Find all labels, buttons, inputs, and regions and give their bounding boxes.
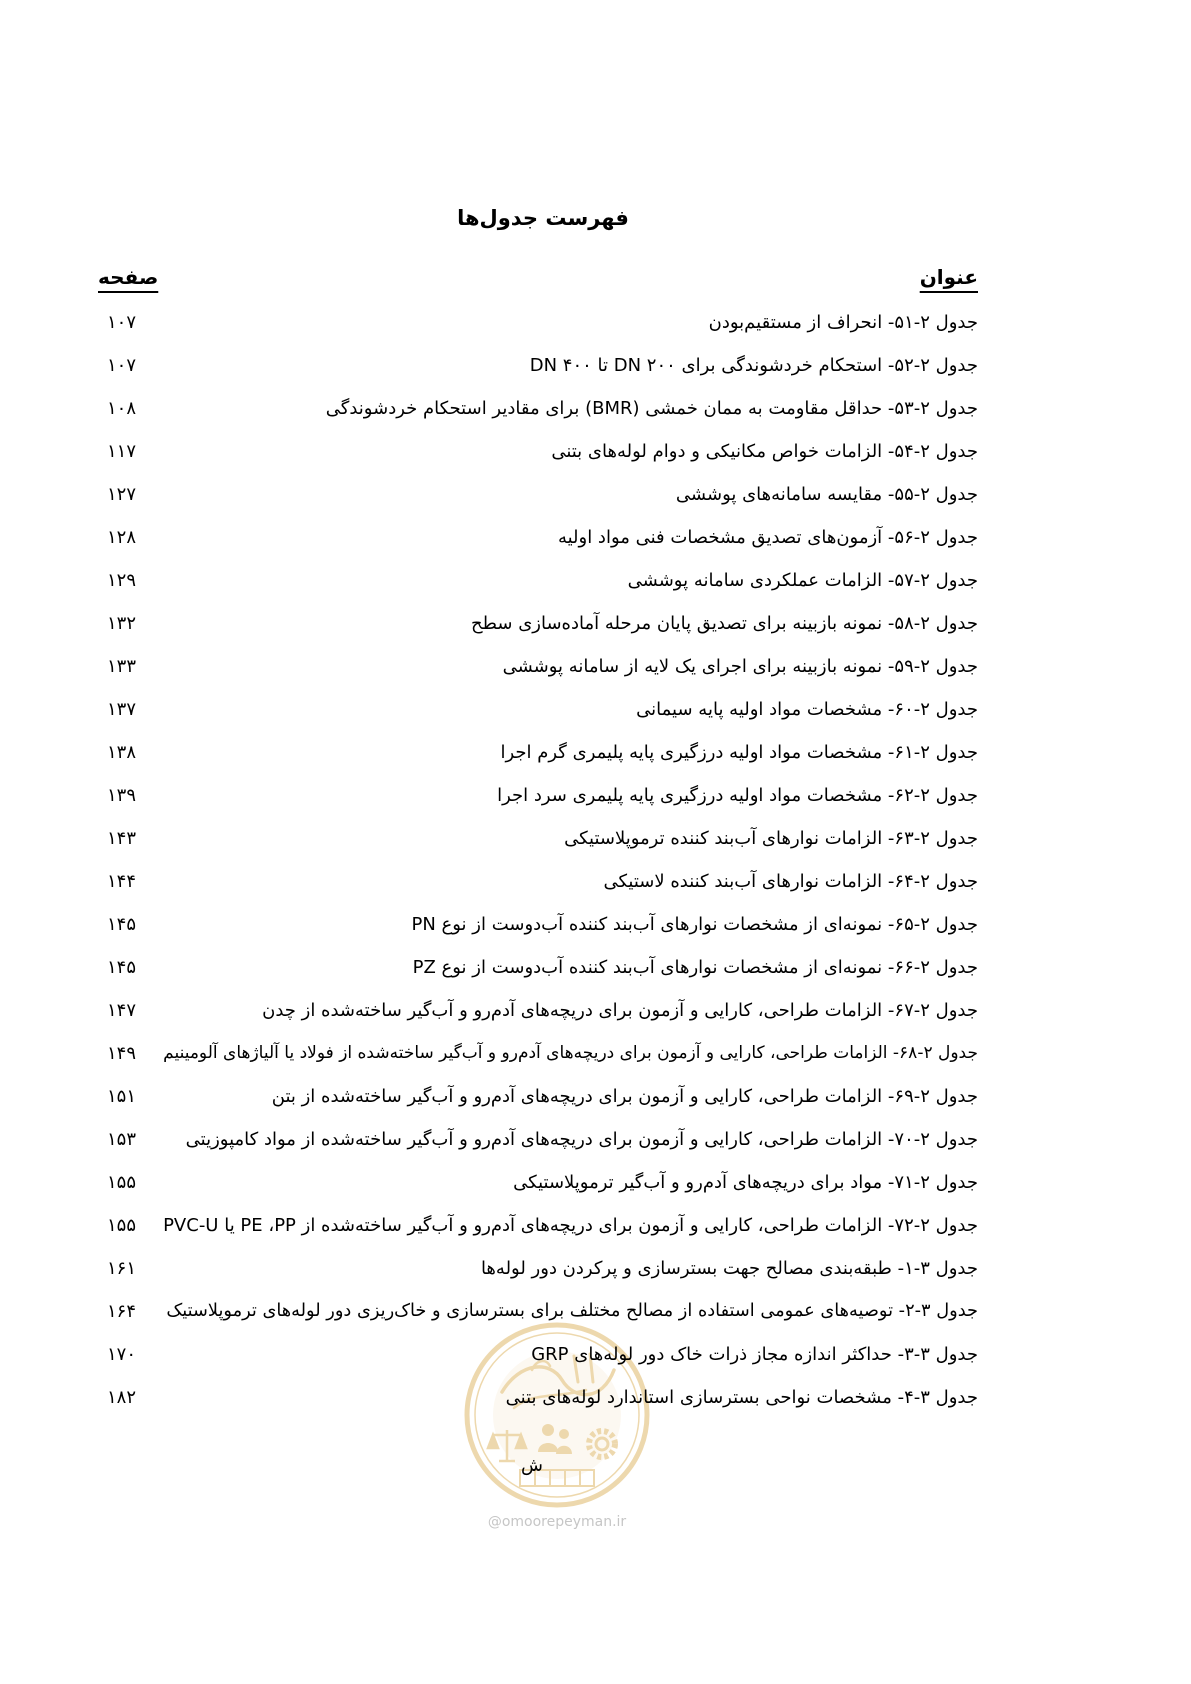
toc-entry-page-number: ۱۰۷ (107, 354, 137, 376)
watermark-url: @omoorepeyman.ir (487, 1514, 627, 1530)
toc-entry-title: جدول ۲-۶۰- مشخصات مواد اولیه پایه سیمانی (636, 698, 978, 720)
toc-entry-title: جدول ۲-۷۱- مواد برای دریچه‌های آدم‌رو و آب‌گیر ترموپلاستیکی (513, 1172, 978, 1194)
toc-entry-page-number: ۱۰۸ (107, 397, 137, 419)
toc-entry-page-number: ۱۵۳ (107, 1129, 137, 1151)
toc-entry (0, 1376, 1191, 1419)
toc-entry (0, 602, 1191, 645)
toc-entry (0, 559, 1191, 602)
page-number: ش (521, 1455, 543, 1476)
toc-entry (0, 645, 1191, 688)
toc-entry-title-box (156, 301, 978, 344)
toc-entry-title: جدول ۲-۶۳- الزامات نوارهای آب‌بند کننده ترموپلاستیکی (564, 827, 978, 849)
toc-entry-title-box (156, 817, 978, 860)
toc-entry-title: جدول ۳-۱- طبقه‌بندی مصالح جهت بسترسازی و پرکردن دور لوله‌ها (480, 1258, 978, 1280)
toc-entry-title-box (156, 731, 978, 774)
toc-entry-title: جدول ۲-۶۴- الزامات نوارهای آب‌بند کننده لاستیکی (603, 870, 978, 892)
toc-entry (0, 817, 1191, 860)
toc-entry-title: جدول ۲-۶۱- مشخصات مواد اولیه درزگیری پایه پلیمری گرم اجرا (500, 741, 978, 763)
toc-entry-title: جدول ۲-۶۵- نمونه‌ای از مشخصات نوارهای آب‌بند کننده آب‌دوست از نوع PN (411, 913, 978, 935)
toc-entry-title-box (156, 1161, 978, 1204)
toc-entry-title-box (156, 559, 978, 602)
toc-entry-page-number: ۱۴۴ (107, 870, 137, 892)
toc-entry-title: جدول ۲-۵۱- انحراف از مستقیم‌بودن (708, 311, 978, 333)
toc-entry-page-number: ۱۳۹ (107, 784, 137, 806)
toc-entry-title: جدول ۲-۶۹- الزامات طراحی، کارایی و آزمون برای دریچه‌های آدم‌رو و آب‌گیر ساخته‌شده از بتن (271, 1086, 978, 1108)
toc-entry-title-box (156, 1118, 978, 1161)
toc-entry-page-number: ۱۳۳ (107, 655, 137, 677)
toc-entry-title: جدول ۳-۳- حداکثر اندازه مجاز ذرات خاک دور لوله‌های GRP (531, 1344, 978, 1366)
toc-entry (0, 301, 1191, 344)
toc-entry-page-number: ۱۳۲ (107, 612, 137, 634)
list-of-tables (0, 301, 1191, 1420)
page-title: فهرست جدول‌ها (457, 206, 629, 230)
toc-entry (0, 516, 1191, 559)
toc-entry-page-number: ۱۲۸ (107, 526, 137, 548)
toc-entry-page-number: ۱۵۵ (107, 1215, 137, 1237)
toc-entry-title: جدول ۲-۷۲- الزامات طراحی، کارایی و آزمون برای دریچه‌های آدم‌رو و آب‌گیر ساخته‌شده از PP‏، PE یا PVC-U (163, 1215, 978, 1237)
toc-entry (0, 989, 1191, 1032)
toc-entry (0, 688, 1191, 731)
toc-entry-title-box (156, 473, 978, 516)
toc-entry-title: جدول ۲-۶۶- نمونه‌ای از مشخصات نوارهای آب‌بند کننده آب‌دوست از نوع PZ (412, 956, 978, 978)
toc-entry-title: جدول ۲-۵۵- مقایسه سامانه‌های پوششی (675, 483, 978, 505)
toc-entry-title-box (156, 1333, 978, 1376)
toc-entry-title-box (156, 516, 978, 559)
toc-entry (0, 1118, 1191, 1161)
toc-entry-title: جدول ۲-۶۷- الزامات طراحی، کارایی و آزمون برای دریچه‌های آدم‌رو و آب‌گیر ساخته‌شده از چدن (262, 1000, 978, 1021)
toc-entry-title: جدول ۲-۵۹- نمونه بازبینه برای اجرای یک لایه از سامانه پوششی (502, 655, 978, 677)
toc-entry-page-number: ۱۵۱ (107, 1086, 137, 1108)
toc-entry-title: جدول ۲-۵۷- الزامات عملکردی سامانه پوششی (627, 569, 978, 591)
toc-entry-title-box (156, 1075, 978, 1118)
toc-entry (0, 731, 1191, 774)
toc-entry-title: جدول ۲-۶۲- مشخصات مواد اولیه درزگیری پایه پلیمری سرد اجرا (497, 784, 978, 806)
title-column-header: عنوان (919, 265, 978, 289)
toc-entry-page-number: ۱۶۴ (107, 1301, 137, 1323)
toc-entry-title-box (156, 602, 978, 645)
toc-entry (0, 473, 1191, 516)
toc-entry-title: جدول ۲-۷۰- الزامات طراحی، کارایی و آزمون برای دریچه‌های آدم‌رو و آب‌گیر ساخته‌شده از مواد کامپوزیتی (185, 1129, 978, 1151)
toc-entry-title-box (156, 1032, 978, 1075)
toc-entry (0, 1161, 1191, 1204)
toc-entry-title: جدول ۲-۶۸- الزامات طراحی، کارایی و آزمون برای دریچه‌های آدم‌رو و آب‌گیر ساخته‌شده از فولاد یا آلیاژهای آلومینیم (163, 1043, 978, 1064)
toc-entry-title-box (156, 946, 978, 989)
toc-entry-title-box (156, 1247, 978, 1290)
toc-entry-page-number: ۱۲۹ (107, 569, 137, 591)
toc-entry (0, 774, 1191, 817)
toc-entry-page-number: ۱۴۹ (107, 1043, 137, 1065)
toc-entry-page-number: ۱۱۷ (107, 440, 137, 462)
toc-entry-title-box (156, 688, 978, 731)
toc-entry-page-number: ۱۴۵ (107, 956, 137, 978)
toc-entry-page-number: ۱۸۲ (107, 1387, 137, 1409)
toc-entry (0, 1032, 1191, 1075)
toc-entry-title: جدول ۲-۵۶- آزمون‌های تصدیق مشخصات فنی مواد اولیه (557, 526, 978, 548)
toc-entry-title-box (156, 387, 978, 430)
toc-entry (0, 1075, 1191, 1118)
toc-entry-title-box (156, 1376, 978, 1419)
toc-entry-title: جدول ۲-۵۸- نمونه بازبینه برای تصدیق پایان مرحله آماده‌سازی سطح (471, 612, 978, 634)
toc-entry-page-number: ۱۴۷ (107, 1000, 137, 1021)
toc-entry (0, 1333, 1191, 1376)
toc-entry-title: جدول ۲-۵۴- الزامات خواص مکانیکی و دوام لوله‌های بتنی (551, 440, 978, 462)
toc-entry-title-box (156, 430, 978, 473)
toc-entry-page-number: ۱۶۱ (107, 1258, 137, 1280)
toc-entry-title: جدول ۲-۵۲- استحکام خردشوندگی برای DN ۲۰۰ تا DN ۴۰۰ (529, 354, 978, 376)
toc-entry-page-number: ۱۴۵ (107, 913, 137, 935)
toc-entry-title: جدول ۳-۲- توصیه‌های عمومی استفاده از مصالح مختلف برای بسترسازی و خاک‌ریزی دور لوله‌های ترموپلاستیک (166, 1301, 978, 1322)
toc-entry-title: جدول ۲-۵۳- حداقل مقاومت به ممان خمشی (BMR) برای مقادیر استحکام خردشوندگی (325, 397, 978, 419)
toc-entry-title-box (156, 860, 978, 903)
toc-entry-page-number: ۱۲۷ (107, 483, 137, 505)
toc-entry-title-box (156, 1204, 978, 1247)
toc-entry (0, 344, 1191, 387)
toc-entry (0, 430, 1191, 473)
toc-entry (0, 946, 1191, 989)
toc-entry (0, 1290, 1191, 1333)
toc-entry-title-box (156, 344, 978, 387)
toc-entry-title: جدول ۳-۴- مشخصات نواحی بسترسازی استاندارد لوله‌های بتنی (505, 1387, 978, 1409)
toc-entry (0, 1247, 1191, 1290)
toc-entry-title-box (156, 774, 978, 817)
toc-entry-page-number: ۱۴۳ (107, 827, 137, 849)
toc-entry-page-number: ۱۰۷ (107, 311, 137, 333)
toc-entry (0, 1204, 1191, 1247)
toc-entry-page-number: ۱۳۷ (107, 698, 137, 720)
toc-entry (0, 387, 1191, 430)
page-column-header: صفحه (98, 265, 159, 289)
toc-entry-title-box (156, 1290, 978, 1333)
toc-entry-title-box (156, 989, 978, 1032)
toc-entry (0, 860, 1191, 903)
toc-entry-page-number: ۱۳۸ (107, 741, 137, 763)
toc-entry-title-box (156, 645, 978, 688)
toc-entry (0, 903, 1191, 946)
toc-entry-page-number: ۱۷۰ (107, 1344, 137, 1366)
toc-entry-title-box (156, 903, 978, 946)
toc-entry-page-number: ۱۵۵ (107, 1172, 137, 1194)
